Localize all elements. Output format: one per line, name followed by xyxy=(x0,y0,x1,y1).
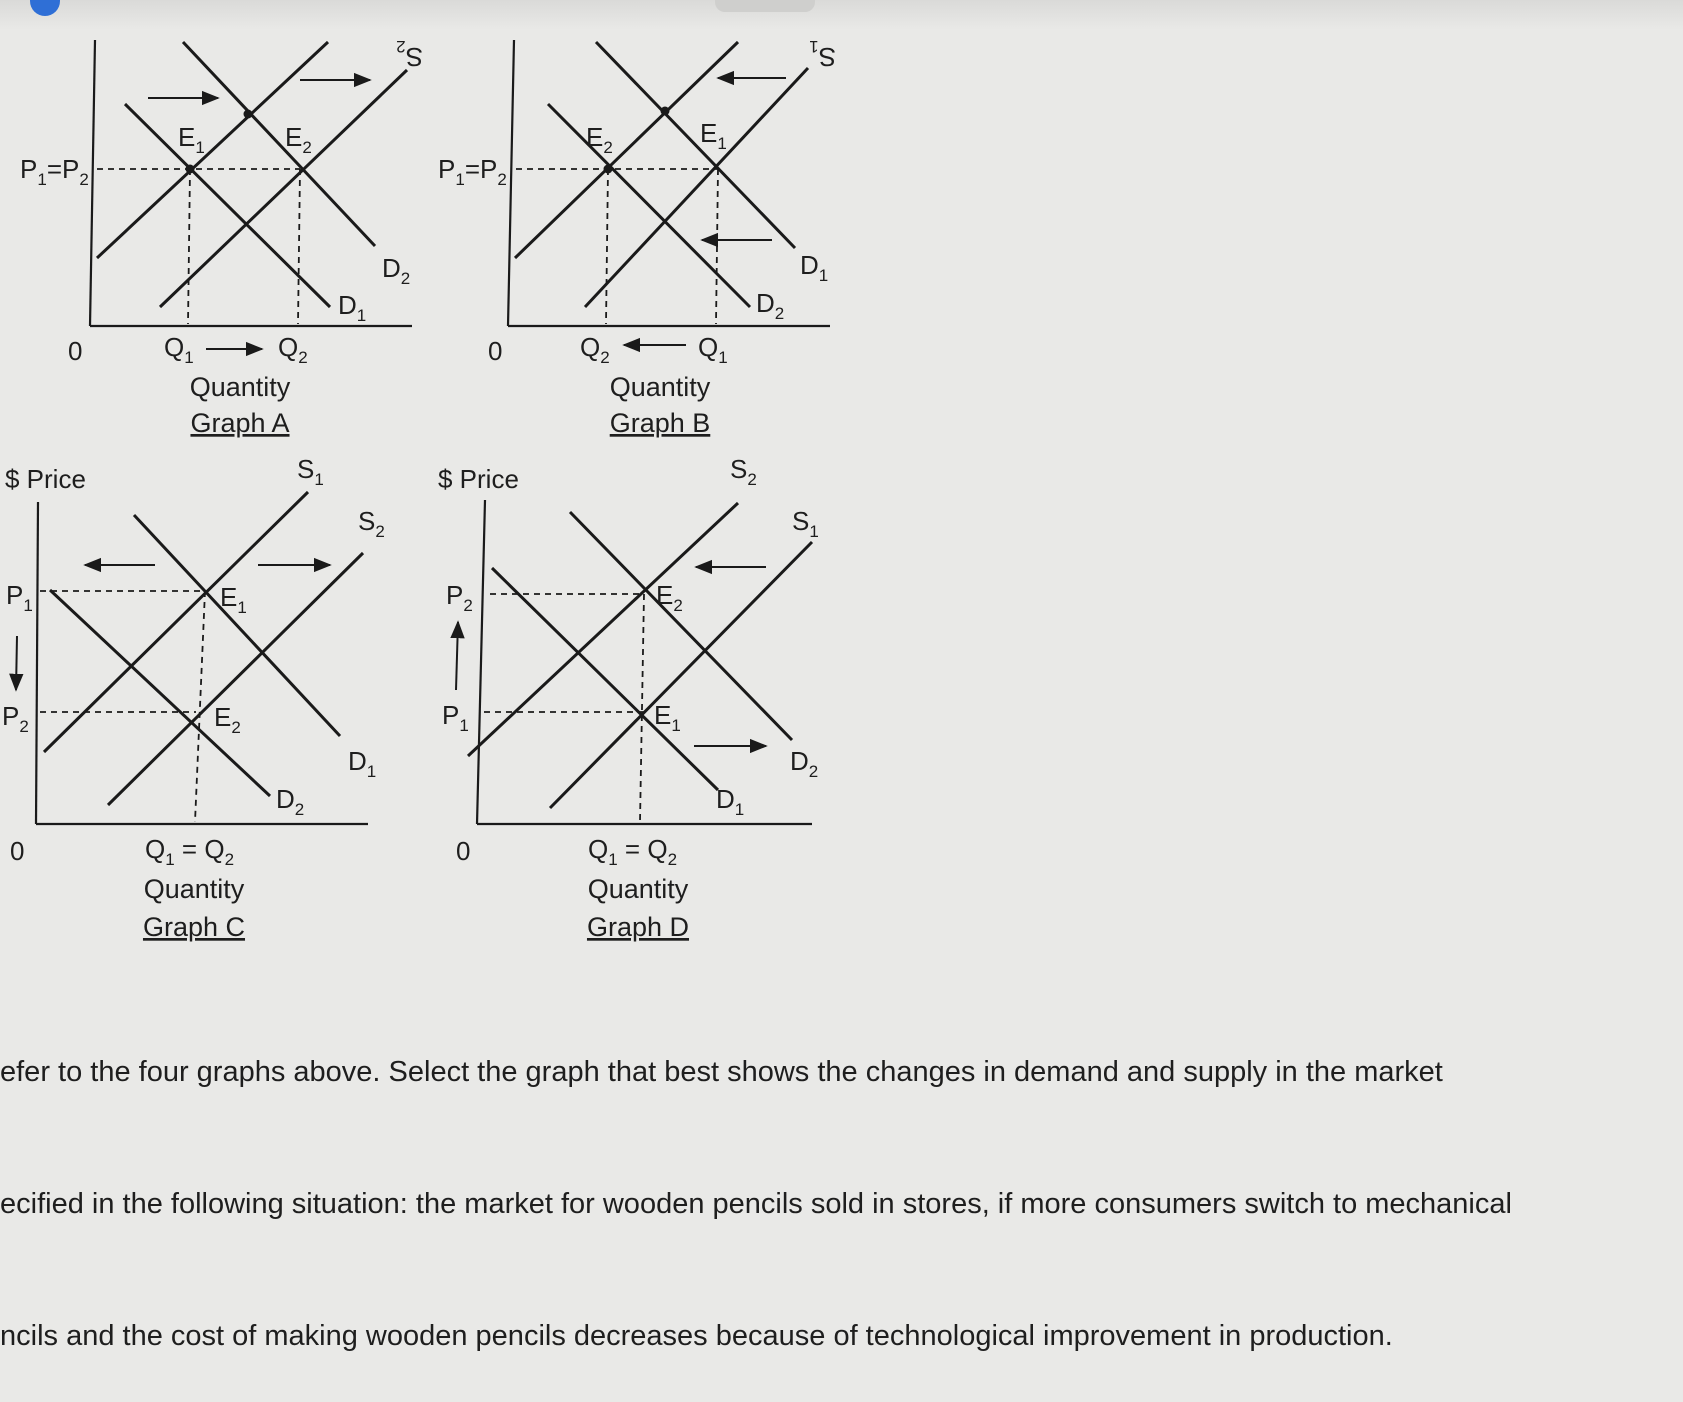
graph-c-x-axis-label: Quantity xyxy=(143,874,245,904)
graph-d-q-dashline xyxy=(640,594,644,822)
graph-d-caption[interactable]: Graph D xyxy=(586,912,690,942)
graph-b-e2-point xyxy=(604,165,613,174)
graph-b-q2-label: $Q_2$ xyxy=(580,332,610,367)
graph-c-caption[interactable]: Graph C xyxy=(142,912,246,942)
graph-b-d2-label: $D_2$ xyxy=(756,288,785,323)
graph-b xyxy=(438,37,836,438)
graph-d-demand-d2 xyxy=(570,512,792,740)
graph-c-s1-label: $S_1$ xyxy=(297,454,324,489)
graph-b-y-axis xyxy=(508,40,514,326)
graph-d-s2-label: $S_2$ xyxy=(730,454,757,489)
graph-a-origin: 0 xyxy=(68,336,83,366)
graph-d-s1-label: $S_1$ xyxy=(792,506,819,541)
graph-b-origin: 0 xyxy=(488,336,503,366)
graph-c-p1-label: $P_1$ xyxy=(6,580,33,615)
graph-c-s2-label: $S_2$ xyxy=(358,506,385,541)
graph-a-intersection-point xyxy=(244,110,253,119)
graph-c-price-arrow-down xyxy=(16,636,17,690)
graph-c-d2-label: $D_2$ xyxy=(276,784,305,819)
graph-c-d1-label: $D_1$ xyxy=(348,746,377,781)
question-text xyxy=(0,962,1683,1402)
graph-d-q-label: $Q_1 = Q_2$ xyxy=(588,834,678,869)
graph-a-q1-label: $Q_1$ xyxy=(164,332,194,367)
graph-a-x-axis-label: Quantity xyxy=(189,372,291,402)
graph-b-e1-label: $E_1$ xyxy=(700,118,727,153)
graph-c-demand-d1 xyxy=(134,515,340,736)
graph-c-e2-label: $E_2$ xyxy=(214,702,241,737)
graph-a-e2-label: $E_2$ xyxy=(285,122,312,157)
graph-a-q2-label: $Q_2$ xyxy=(278,332,308,367)
graph-b-demand-d1 xyxy=(596,42,795,248)
graph-c-p2-label: $P_2$ xyxy=(2,701,29,736)
graph-d-y-axis-label: $ Price xyxy=(438,464,519,494)
graph-b-intersection-point xyxy=(661,107,670,116)
graph-d-demand-d1 xyxy=(492,568,718,790)
graph-c-e1-label: $E_1$ xyxy=(220,582,247,617)
graph-d-e1-label: $E_1$ xyxy=(654,700,681,735)
question-line-1: efer to the four graphs above. Select the graph that best shows the changes in demand and supply in the market xyxy=(0,1056,1443,1088)
graph-d xyxy=(438,454,819,942)
graph-a-q1-dashline xyxy=(188,169,190,324)
graph-a-q2-dashline xyxy=(298,169,300,324)
graph-a-e1-point xyxy=(186,165,195,174)
graph-a-supply-s2 xyxy=(160,70,407,307)
question-line-2: ecified in the following situation: the market for wooden pencils sold in stores, if more consumers switch to mechanical xyxy=(0,1188,1512,1220)
graph-a-d1-label: $D_1$ xyxy=(338,290,367,325)
graph-c-y-axis-label: $ Price xyxy=(5,464,86,494)
graph-d-supply-s1 xyxy=(550,542,812,808)
graph-c-q-label: $Q_1 = Q_2$ xyxy=(145,834,235,869)
graph-b-s1-label: $S_1$ xyxy=(809,37,836,72)
graph-d-d1-label: $D_1$ xyxy=(716,784,745,819)
graph-b-x-axis-label: Quantity xyxy=(609,372,711,402)
graph-b-q2-dashline xyxy=(606,169,608,324)
graph-b-price-label: $P_1=P_2$ xyxy=(438,154,507,189)
graph-a-caption[interactable]: Graph A xyxy=(190,408,290,438)
graph-b-q1-dashline xyxy=(716,169,718,324)
graph-d-supply-s2 xyxy=(468,503,738,756)
graph-b-supply-s1 xyxy=(585,68,808,307)
graph-a-price-label: $P_1=P_2$ xyxy=(20,154,89,189)
graph-a-d2-label: $D_2$ xyxy=(382,253,411,288)
graph-d-price-arrow-up xyxy=(456,622,458,690)
question-line-3: ncils and the cost of making wooden pencils decreases because of technological improvement in production. xyxy=(0,1320,1393,1352)
graph-d-d2-label: $D_2$ xyxy=(790,746,819,781)
graph-b-q1-label: $Q_1$ xyxy=(698,332,728,367)
graph-c-origin: 0 xyxy=(10,836,25,866)
graph-b-e2-label: $E_2$ xyxy=(586,122,613,157)
graph-b-d1-label: $D_1$ xyxy=(800,250,829,285)
graph-a xyxy=(20,37,423,438)
graph-c-y-axis xyxy=(36,502,38,824)
graph-d-e2-label: $E_2$ xyxy=(656,580,683,615)
graph-d-origin: 0 xyxy=(456,836,471,866)
graph-c xyxy=(2,454,385,942)
graph-a-demand-d2 xyxy=(183,42,375,246)
graph-c-q-dashline xyxy=(195,591,205,822)
graph-d-x-axis-label: Quantity xyxy=(587,874,689,904)
graph-a-s2-label: $S_2$ xyxy=(396,37,423,72)
graph-a-e1-label: $E_1$ xyxy=(178,122,205,157)
graph-d-p2-label: $P_2$ xyxy=(446,580,473,615)
graph-b-caption[interactable]: Graph B xyxy=(609,408,711,438)
graph-d-y-axis xyxy=(477,500,485,824)
graph-c-demand-d2 xyxy=(50,590,270,796)
graph-d-p1-label: $P_1$ xyxy=(442,700,469,735)
graph-a-y-axis xyxy=(90,40,95,326)
